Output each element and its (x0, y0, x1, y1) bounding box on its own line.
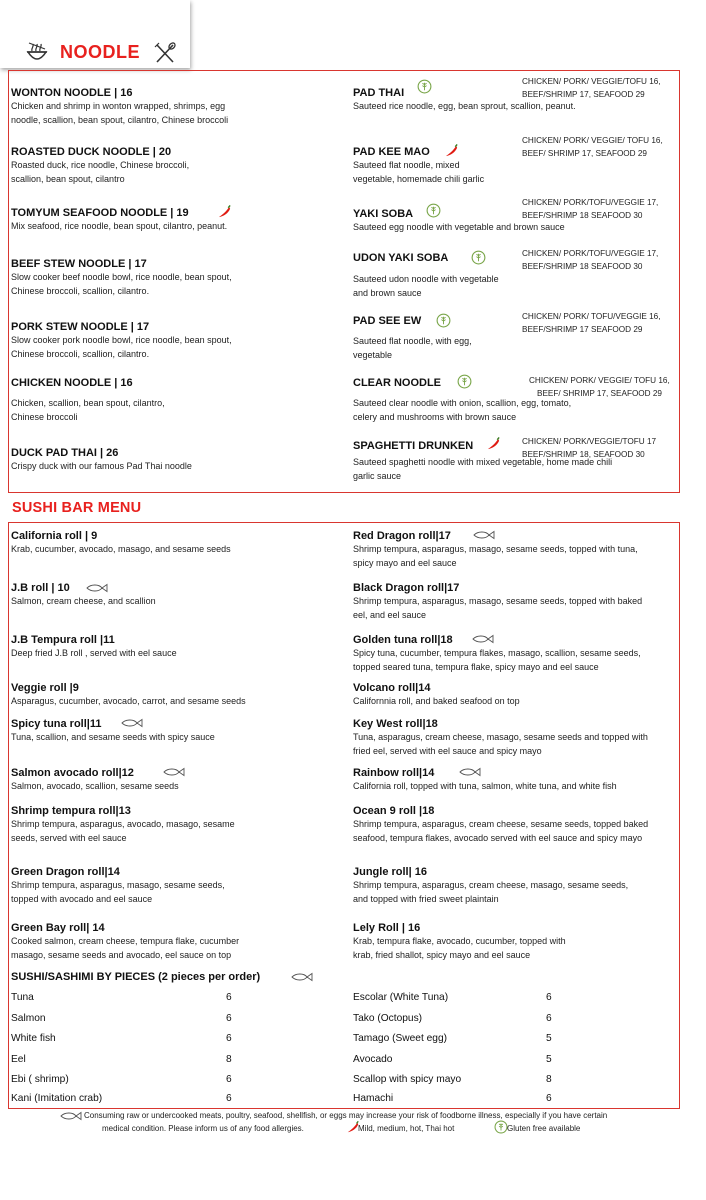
sushi-item-rainbow: Rainbow roll|14 California roll, topped with tuna, salmon, white tuna, and white fish (353, 767, 617, 791)
sushi-item-green-bay: Green Bay roll| 14 Cooked salmon, cream cheese, tempura flake, cucumber masago, sesame seeds and avocado, eel sauce on top (11, 922, 240, 960)
pad-thai-options: CHICKEN/ PORK/ VEGGIE/TOFU 16, BEEF/SHRIMP 17, SEAFOOD 29 (522, 77, 661, 99)
sushi-item-green-dragon: Green Dragon roll|14 Shrimp tempura, asparagus, masago, sesame seeds, topped with avocado and eel sauce (11, 866, 225, 904)
sushi-item-salmon-avocado: Salmon avocado roll|12 Salmon, avocado, scallion, sesame seeds (11, 767, 179, 791)
noodle-item-spaghetti-drunken: SPAGHETTI DRUNKEN Sauteed spaghetti noodle with mixed vegetable, home made chili garlic sauce (353, 440, 613, 481)
raw-fish-icon (121, 718, 143, 728)
piece-qty: 6 (226, 1093, 232, 1104)
sushi-item-veggie: Veggie roll |9 Asparagus, cucumber, avocado, carrot, and sesame seeds (11, 682, 246, 706)
gluten-free-icon (417, 79, 432, 94)
piece-name: White fish (11, 1033, 56, 1044)
raw-fish-icon (473, 530, 495, 540)
noodle-section-title: NOODLE (60, 42, 141, 62)
raw-fish-icon (291, 972, 313, 982)
piece-qty: 6 (226, 1033, 232, 1044)
sushi-item-california: California roll | 9 Krab, cucumber, avocado, masago, and sesame seeds (11, 530, 231, 554)
pad-kee-mao-options: CHICKEN/ PORK/ VEGGIE/ TOFU 16, BEEF/ SHRIMP 17, SEAFOOD 29 (522, 136, 663, 158)
piece-name: Kani (Imitation crab) (11, 1093, 103, 1104)
noodle-item-pork-stew: PORK STEW NOODLE | 17 Slow cooker pork noodle bowl, rice noodle, bean spout, Chinese broccoli, scallion, cilantro. (11, 321, 232, 359)
piece-qty: 6 (226, 992, 232, 1003)
piece-name: Scallop with spicy mayo (353, 1074, 462, 1085)
pieces-title: SUSHI/SASHIMI BY PIECES (2 pieces per order) (11, 971, 261, 983)
noodle-item-yaki-soba: YAKI SOBA Sauteed egg noodle with vegetable and brown sauce (353, 208, 565, 232)
bowl-icon (25, 40, 49, 64)
noodle-item-roasted-duck: ROASTED DUCK NOODLE | 20 Roasted duck, rice noodle, Chinese broccoli, scallion, bean spout, cilantro (11, 146, 190, 184)
gluten-free-icon (436, 313, 451, 328)
pad-see-ew-options: CHICKEN/ PORK/ TOFU/VEGGIE 16, BEEF/SHRIMP 17 SEAFOOD 29 (522, 312, 661, 334)
chili-icon (486, 436, 501, 451)
piece-qty: 8 (226, 1054, 232, 1065)
noodle-item-pad-see-ew: PAD SEE EW Sauteed flat noodle, with egg, vegetable (353, 315, 472, 360)
piece-qty: 6 (546, 1093, 552, 1104)
noodle-item-pad-thai: PAD THAI Sauteed rice noodle, egg, bean sprout, scallion, peanut. (353, 87, 576, 111)
raw-fish-icon (459, 767, 481, 777)
piece-qty: 6 (226, 1013, 232, 1024)
noodle-item-udon-yaki-soba: UDON YAKI SOBA Sauteed udon noodle with vegetable and brown sauce (353, 252, 499, 298)
clear-noodle-options: CHICKEN/ PORK/ VEGGIE/ TOFU 16, BEEF/ SHRIMP 17, SEAFOOD 29 (529, 376, 670, 398)
noodle-item-duck-pad-thai: DUCK PAD THAI | 26 Crispy duck with our famous Pad Thai noodle (11, 447, 192, 471)
chili-icon (217, 204, 232, 219)
sushi-item-jb-roll: J.B roll | 10 Salmon, cream cheese, and scallion (11, 582, 156, 606)
piece-qty: 5 (546, 1054, 552, 1065)
piece-qty: 6 (546, 992, 552, 1003)
piece-qty: 8 (546, 1074, 552, 1085)
piece-name: Eel (11, 1054, 26, 1065)
sushi-item-jungle: Jungle roll| 16 Shrimp tempura, asparagus, cream cheese, masago, sesame seeds, and topped with fried sweet plaintain (353, 866, 629, 904)
piece-name: Tamago (Sweet egg) (353, 1033, 447, 1044)
allergy-notice: medical condition. Please inform us of any food allergies. (102, 1124, 304, 1133)
chili-icon (444, 143, 459, 158)
piece-name: Tako (Octopus) (353, 1013, 423, 1024)
raw-fish-icon (472, 634, 494, 644)
piece-qty: 6 (546, 1013, 552, 1024)
noodle-item-tomyum: TOMYUM SEAFOOD NOODLE | 19 Mix seafood, rice noodle, bean spout, cilantro, peanut. (11, 207, 228, 231)
noodle-item-pad-kee-mao: PAD KEE MAO Sauteed flat noodle, mixed vegetable, homemade chili garlic (353, 146, 485, 184)
udon-yaki-soba-options: CHICKEN/ PORK/TOFU/VEGGIE 17, BEEF/SHRIMP 18 SEAFOOD 30 (522, 249, 659, 271)
sushi-item-black-dragon: Black Dragon roll|17 Shrimp tempura, asparagus, masago, sesame seeds, topped with baked eel, and eel sauce (353, 582, 643, 620)
noodle-header (0, 0, 190, 68)
noodle-item-clear-noodle: CLEAR NOODLE Sauteed clear noodle with onion, scallion, egg, tomato, celery and mushrooms with brown sauce (353, 377, 572, 422)
noodle-item-wonton: WONTON NOODLE | 16 Chicken and shrimp in wonton wrapped, shrimps, egg noodle, scallion, bean spout, cilantro, Chinese broccoli (11, 87, 229, 125)
sushi-item-lely: Lely Roll | 16 Krab, tempura flake, avocado, cucumber, topped with krab, fried shallot, spicy mayo and eel sauce (353, 922, 566, 960)
piece-name: Avocado (353, 1054, 393, 1065)
gluten-free-legend: Gluten free available (507, 1124, 581, 1133)
piece-name: Escolar (White Tuna) (353, 992, 449, 1003)
sushi-item-spicy-tuna: Spicy tuna roll|11 Tuna, scallion, and sesame seeds with spicy sauce (11, 718, 215, 742)
gluten-free-icon (457, 374, 472, 389)
piece-name: Tuna (11, 992, 34, 1003)
gluten-free-icon (426, 203, 441, 218)
piece-qty: 6 (226, 1074, 232, 1085)
sushi-item-red-dragon: Red Dragon roll|17 Shrimp tempura, asparagus, masago, sesame seeds, topped with tuna, spicy mayo and eel sauce (353, 530, 638, 568)
sushi-item-ocean-9: Ocean 9 roll |18 Shrimp tempura, asparagus, cream cheese, sesame seeds, topped baked seafood, tempura flakes, avocado served with eel sauce and spicy mayo (353, 805, 649, 843)
sushi-item-shrimp-tempura: Shrimp tempura roll|13 Shrimp tempura, asparagus, avocado, masago, sesame seeds, served with eel sauce (11, 805, 235, 843)
piece-name: Ebi ( shrimp) (11, 1074, 69, 1085)
piece-name: Salmon (11, 1013, 46, 1024)
piece-qty: 5 (546, 1033, 552, 1044)
utensils-icon (153, 41, 177, 65)
noodle-item-beef-stew: BEEF STEW NOODLE | 17 Slow cooker beef noodle bowl, rice noodle, bean spout, Chinese broccoli, scallion, cilantro. (11, 258, 232, 296)
raw-fish-icon (163, 767, 185, 777)
sushi-section-title: SUSHI BAR MENU (12, 500, 142, 516)
spaghetti-drunken-options: CHICKEN/ PORK/VEGGIE/TOFU 17 BEEF/SHRIMP 18, SEAFOOD 30 (522, 437, 657, 459)
sushi-item-jb-tempura: J.B Tempura roll |11 Deep fried J.B roll , served with eel sauce (11, 634, 177, 658)
yaki-soba-options: CHICKEN/ PORK/TOFU/VEGGIE 17, BEEF/SHRIMP 18 SEAFOOD 30 (522, 198, 659, 220)
sushi-item-key-west: Key West roll|18 Tuna, asparagus, cream cheese, masago, sesame seeds and topped with fried eel, served with eel sauce and spicy mayo (353, 718, 648, 756)
food-safety-warning: Consuming raw or undercooked meats, poultry, seafood, shellfish, or eggs may increase your risk of foodborne illness, especially if you have certain (84, 1111, 608, 1120)
spicy-level-legend: Mild, medium, hot, Thai hot (358, 1124, 455, 1133)
raw-fish-icon (60, 1111, 82, 1121)
piece-name: Hamachi (353, 1093, 394, 1104)
raw-fish-icon (86, 583, 108, 593)
gluten-free-icon (471, 250, 486, 265)
sushi-item-golden-tuna: Golden tuna roll|18 Spicy tuna, cucumber, tempura flakes, masago, scallion, sesame seeds, topped seared tuna, tempura flake, spicy mayo and eel sauce (353, 634, 641, 672)
gluten-free-icon (494, 1120, 508, 1134)
noodle-item-chicken: CHICKEN NOODLE | 16 Chicken, scallion, bean spout, cilantro, Chinese broccoli (11, 377, 165, 422)
sushi-item-volcano: Volcano roll|14 Californnia roll, and baked seafood on top (353, 682, 520, 706)
